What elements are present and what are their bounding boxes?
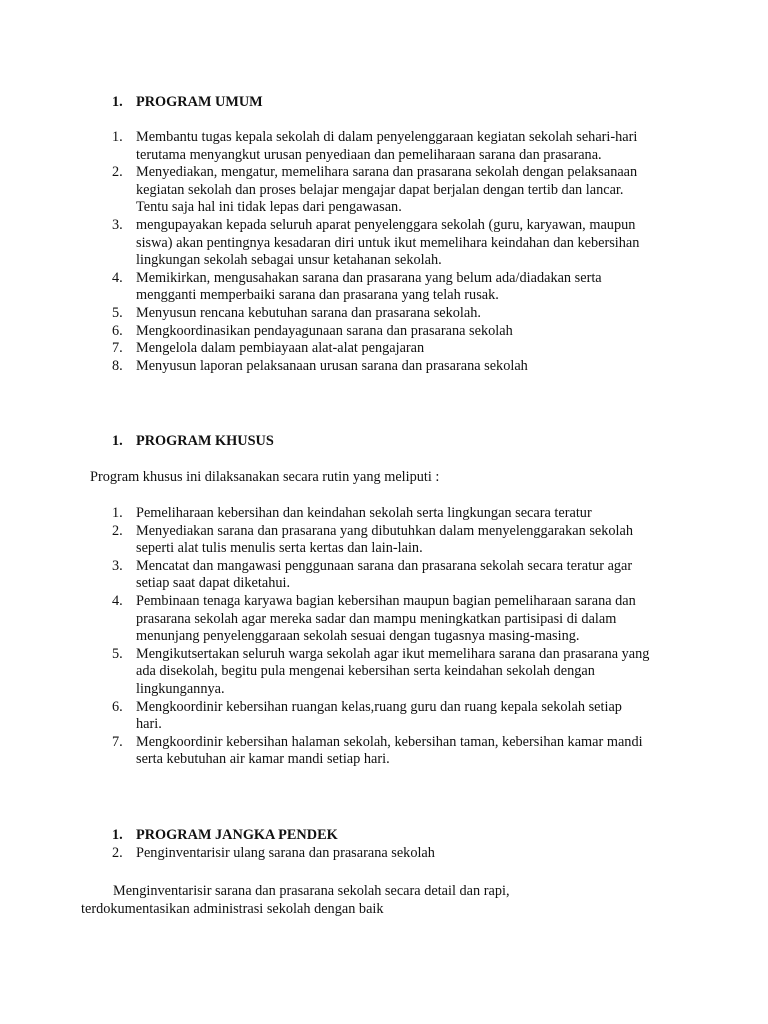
item-text-line: Pemeliharaan kebersihan dan keindahan sekolah serta lingkungan secara teratur <box>136 505 592 521</box>
list-item <box>0 646 696 699</box>
section-program-umum <box>0 94 768 112</box>
item-text-line: Mengkoordinir kebersihan ruangan kelas,ruang guru dan ruang kepala sekolah setiap <box>136 698 622 715</box>
heading-program-jangka-pendek <box>0 827 696 845</box>
item-text-line: Menyusun laporan pelaksanaan urusan sarana dan prasarana sekolah <box>136 357 528 374</box>
item-number: 4. <box>112 269 123 286</box>
item-text-line: Menyusun rencana kebutuhan sarana dan prasarana sekolah. <box>136 304 481 321</box>
list-item <box>0 323 696 341</box>
list-item <box>0 217 696 270</box>
list-item <box>0 505 696 523</box>
item-text-line: Mengkoordinir kebersihan halaman sekolah, kebersihan taman, kebersihan kamar mandi <box>136 733 643 750</box>
item-text-line: ada disekolah, begitu pula mengenai kebersihan serta keindahan sekolah dengan <box>136 663 595 680</box>
item-number: 5. <box>112 304 123 321</box>
item-number: 1. <box>112 505 123 521</box>
item-text-line: terutama menyangkut urusan penyediaan dan pemeliharaan sarana dan prasarana. <box>136 146 602 163</box>
item-number: 3. <box>112 216 123 233</box>
item-text-line: Mengkoordinasikan pendayagunaan sarana dan prasarana sekolah <box>136 322 513 339</box>
item-number: 2. <box>112 844 123 861</box>
item-text-line: Tentu saja hal ini tidak lepas dari pengawasan. <box>136 199 402 216</box>
item-text-line: lingkungannya. <box>136 680 225 697</box>
item-text-line: siswa) akan pentingnya kesadaran diri untuk ikut memelihara keindahan dan kebersihan <box>136 234 640 251</box>
item-number: 6. <box>112 322 123 339</box>
list-item <box>0 699 696 734</box>
item-number: 3. <box>112 557 123 574</box>
list-item <box>0 593 696 646</box>
section-program-jangka-pendek <box>0 827 768 862</box>
item-text: Penginventarisir ulang sarana dan prasarana sekolah <box>136 844 435 861</box>
item-number: 1. <box>112 129 123 145</box>
item-number: 7. <box>112 340 123 357</box>
item-text-line: seperti alat tulis menulis serta kertas dan lain-lain. <box>136 540 423 557</box>
program-khusus-intro: Program khusus ini dilaksanakan secara rutin yang meliputi : <box>90 469 440 485</box>
list-item <box>0 558 696 593</box>
list-item <box>0 523 696 558</box>
heading-number: 1. <box>112 433 123 449</box>
item-text-line: Menyediakan sarana dan prasarana yang dibutuhkan dalam menyelenggarakan sekolah <box>136 522 634 539</box>
list-program-khusus <box>0 505 768 769</box>
list-item <box>0 270 696 305</box>
item-text-line: serta kebutuhan air kamar mandi setiap hari. <box>136 751 390 768</box>
section-program-khusus <box>0 433 768 451</box>
item-number: 7. <box>112 733 123 750</box>
item-text-line: hari. <box>136 716 162 733</box>
list-item <box>0 164 696 217</box>
item-text-line: Mengelola dalam pembiayaan alat-alat pengajaran <box>136 340 425 357</box>
list-item <box>0 305 696 323</box>
item-text-line: Mengikutsertakan seluruh warga sekolah agar ikut memelihara sarana dan prasarana yang <box>136 645 650 662</box>
list-item <box>0 340 696 358</box>
item-text-line: Mencatat dan mangawasi penggunaan sarana dan prasarana sekolah secara teratur agar <box>136 557 633 574</box>
heading-text: PROGRAM JANGKA PENDEK <box>136 827 338 843</box>
item-text-line: menunjang penyelenggaraan sekolah sesuai dengan tugasnya masing-masing. <box>136 628 580 645</box>
list-program-umum <box>0 129 768 375</box>
heading-program-khusus <box>0 433 696 451</box>
item-text-line: Menyediakan, mengatur, memelihara sarana dan prasarana sekolah dengan pelaksanaan <box>136 164 638 181</box>
heading-text: PROGRAM UMUM <box>136 94 263 110</box>
list-item <box>0 129 696 164</box>
item-number: 6. <box>112 698 123 715</box>
item-text-line: setiap saat dapat diketahui. <box>136 575 291 592</box>
paragraph-line-2: terdokumentasikan administrasi sekolah dengan baik <box>81 901 384 917</box>
item-text-line: Pembinaan tenaga karyawa bagian kebersihan maupun bagian pemeliharaan sarana dan <box>136 592 636 609</box>
item-text-line: Memikirkan, mengusahakan sarana dan prasarana yang belum ada/diadakan serta <box>136 269 602 286</box>
item-text-line: lingkungan sekolah sebagai unsur ketahanan sekolah. <box>136 252 442 269</box>
paragraph-line-1: Menginventarisir sarana dan prasarana sekolah secara detail dan rapi, <box>113 883 510 899</box>
list-item <box>0 358 696 376</box>
heading-text: PROGRAM KHUSUS <box>136 433 274 449</box>
item-number: 5. <box>112 645 123 662</box>
item-text-line: mengganti memperbaiki sarana dan prasarana yang telah rusak. <box>136 287 499 304</box>
item-text-line: mengupayakan kepada seluruh aparat penyelenggara sekolah (guru, karyawan, maupun <box>136 216 636 233</box>
item-number: 2. <box>112 522 123 539</box>
item-number: 4. <box>112 592 123 609</box>
heading-number: 1. <box>112 827 123 843</box>
heading-number: 1. <box>112 94 123 110</box>
item-text-line: Membantu tugas kepala sekolah di dalam penyelenggaraan kegiatan sekolah sehari-hari <box>136 129 638 145</box>
list-item <box>0 734 696 769</box>
heading-program-umum <box>0 94 696 112</box>
list-item <box>0 845 696 863</box>
item-number: 2. <box>112 164 123 181</box>
item-number: 8. <box>112 357 123 374</box>
item-text-line: prasarana sekolah agar mereka sadar dan mampu meningkatkan partisipasi di dalam <box>136 610 617 627</box>
item-text-line: kegiatan sekolah dan proses belajar mengajar dapat berjalan dengan tertib dan lancar. <box>136 181 624 198</box>
